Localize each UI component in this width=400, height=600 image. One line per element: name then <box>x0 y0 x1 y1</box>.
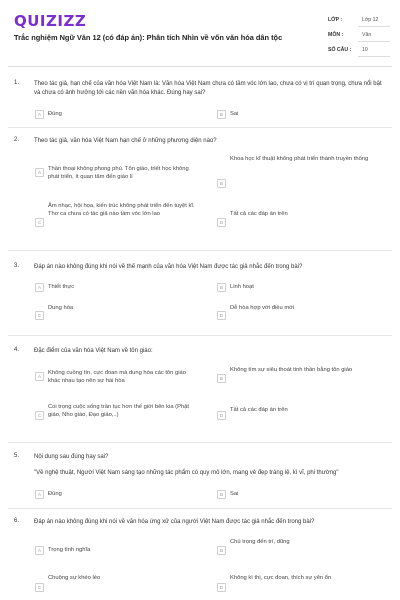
option-letter-box: B <box>217 179 226 188</box>
option-text: Thần thoại không phong phú. Tôn giáo, triết học không phát triển, ít quan tâm đến giáo lí <box>48 166 189 180</box>
option-letter-box: D <box>217 311 226 320</box>
question-text: Đáp án nào không đúng khi nói về văn hóa ứng xử của người Việt Nam được tác giả nhắc đến trong bài? <box>34 519 315 525</box>
option-text: Trọng tình nghĩa <box>48 547 91 553</box>
option-letter-box: C <box>35 311 44 320</box>
meta-label: SỐ CÂU : <box>328 47 352 53</box>
question-number: 4. <box>14 347 20 353</box>
question-text: Đặc điểm của văn hóa Việt Nam về tôn giáo: <box>34 348 153 354</box>
question-text: Theo tác giả, hạn chế của văn hóa Việt Nam là: Văn hóa Việt Nam chưa có tầm vóc lớn lao, chưa có vị trí quan trọng, chưa nổi bật và chưa có ảnh hưởng tới các nền văn hóa khác. Đúng hay sai? <box>34 81 382 96</box>
option-text: Khoa học kĩ thuật không phát triển thành truyền thống <box>230 156 369 162</box>
question-text: Đáp án nào không đúng khi nói về thế mạnh của văn hóa Việt Nam được tác giả nhắc đến trong bài? <box>34 264 303 270</box>
question-number: 1. <box>14 80 20 86</box>
question-number: 2. <box>14 137 20 143</box>
meta-value: 10 <box>362 47 368 53</box>
option-letter-box: B <box>217 283 226 292</box>
option-text: Thiết thực <box>48 284 75 290</box>
meta-label: MÔN : <box>328 32 344 38</box>
option-letter-box: A <box>35 372 44 381</box>
option-text: Sai <box>230 491 239 497</box>
option-letter-box: A <box>35 490 44 499</box>
option-text: Chú trọng đến trí, dũng <box>230 539 290 545</box>
option-letter-box: A <box>35 283 44 292</box>
option-text: Dễ hòa hợp với điều mới <box>230 305 295 311</box>
meta-subject <box>328 29 390 42</box>
meta-label: LỚP : <box>328 17 343 23</box>
question-number: 3. <box>14 263 20 269</box>
question-number: 6. <box>14 518 20 524</box>
meta-class <box>328 14 390 27</box>
option-letter-box: D <box>217 218 226 227</box>
meta-value: Văn <box>362 32 372 38</box>
meta-underline <box>358 26 390 27</box>
option-text: Sai <box>230 111 239 117</box>
option-letter-box: C <box>35 583 44 592</box>
meta-underline <box>358 56 390 57</box>
option-letter-box: B <box>217 490 226 499</box>
question-text: Theo tác giả, văn hóa Việt Nam hạn chế ở những phương diện nào? <box>34 138 217 144</box>
meta-underline <box>358 41 390 42</box>
option-text: Âm nhạc, hội họa, kiến trúc không phát triển đến tuyệt kĩ. Thơ ca chưa có tác giả nào tầm vóc lớn lao <box>48 203 195 217</box>
option-letter-box: B <box>217 546 226 555</box>
option-text: Không tìm sự siêu thoát tinh thần bằng tôn giáo <box>230 367 353 373</box>
question-separator <box>8 127 392 128</box>
question-text: Nội dung sau đúng hay sai? <box>34 454 109 460</box>
quizizz-logo: QUIZIZZ <box>14 12 87 30</box>
option-letter-box: B <box>217 110 226 119</box>
option-letter-box: C <box>35 411 44 420</box>
option-text: Dung hòa <box>48 305 74 311</box>
option-text: Không cuồng tín, cực đoan mà dung hòa các tôn giáo khác nhau tạo nên sự hài hòa <box>48 370 186 384</box>
option-letter-box: A <box>35 168 44 177</box>
question-separator <box>8 335 392 336</box>
option-text: Đúng <box>48 491 62 497</box>
option-text: Coi trọng cuộc sống trần tục hơn thế giới bên kia (Phật giáo, Nho giáo, Đạo giáo,..) <box>48 404 190 418</box>
option-text: Linh hoạt <box>230 284 254 290</box>
option-letter-box: C <box>35 218 44 227</box>
meta-value: Lớp 12 <box>362 17 379 23</box>
header-divider <box>8 66 392 67</box>
option-text: Không kì thị, cực đoan, thích sự yên ổn <box>230 575 332 581</box>
question-separator <box>8 250 392 251</box>
option-letter-box: D <box>217 583 226 592</box>
option-text: Tất cả các đáp án trên <box>230 211 288 217</box>
question-separator <box>8 442 392 443</box>
option-text: Tất cả các đáp án trên <box>230 407 288 413</box>
question-separator <box>8 508 392 509</box>
option-text: Chuộng sự khéo léo <box>48 575 101 581</box>
option-text: Đúng <box>48 111 62 117</box>
question-number: 5. <box>14 453 20 459</box>
option-letter-box: B <box>217 374 226 383</box>
worksheet-title: Trắc nghiệm Ngữ Văn 12 (có đáp án): Phân tích Nhìn về vốn văn hóa dân tộc <box>14 33 283 42</box>
option-letter-box: A <box>35 546 44 555</box>
worksheet-header <box>0 0 400 66</box>
meta-question-count <box>328 44 390 57</box>
question-quote: "Về nghệ thuật, Người Việt Nam sáng tạo những tác phẩm có quy mô lớn, mang vẻ đẹp tráng lệ, kì vĩ, phi thường" <box>34 470 339 476</box>
option-letter-box: D <box>217 411 226 420</box>
option-letter-box: A <box>35 110 44 119</box>
